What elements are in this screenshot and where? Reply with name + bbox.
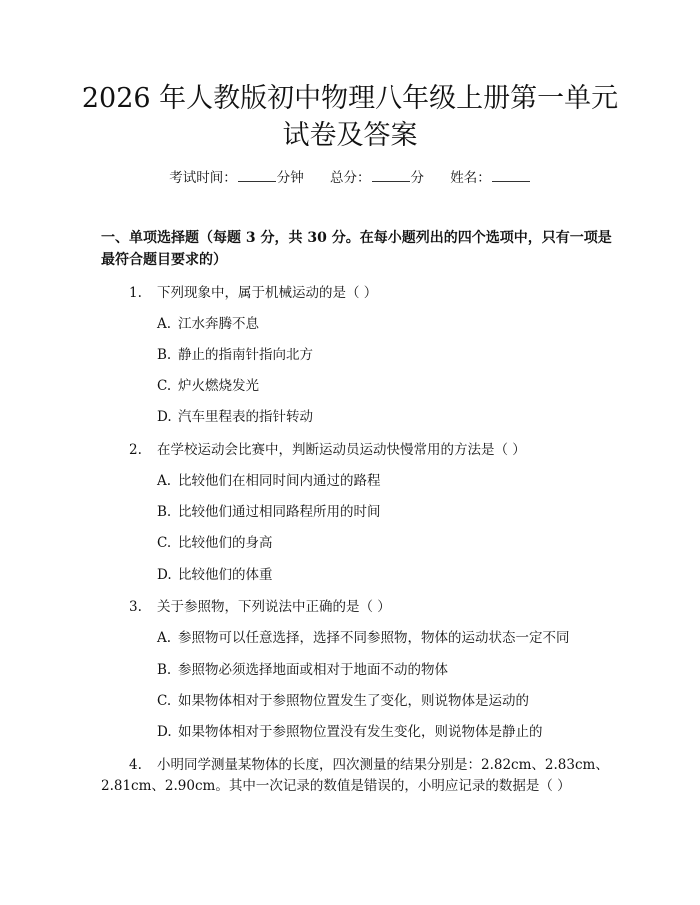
- exam-title-line2: 试卷及答案: [282, 120, 418, 151]
- option-text: 比较他们的身高: [178, 535, 273, 551]
- exam-title-line1: 2026 年人教版初中物理八年级上册第一单元: [81, 83, 619, 114]
- option-letter: B.: [157, 347, 172, 363]
- question-number: 4.: [129, 757, 142, 773]
- option-letter: C.: [157, 693, 172, 709]
- option-letter: C.: [157, 378, 172, 394]
- option-letter: A.: [157, 316, 172, 332]
- student-name-field: [450, 170, 531, 186]
- question-2-option-c: [157, 533, 273, 553]
- total-score-blank: [372, 168, 410, 182]
- question-1-option-b: [157, 345, 313, 365]
- option-text: 如果物体相对于参照物位置没有发生变化，则说物体是静止的: [178, 724, 543, 740]
- student-name-label: 姓名：: [450, 170, 491, 186]
- question-2-option-a: [157, 471, 381, 491]
- option-letter: C.: [157, 535, 172, 551]
- total-score-field: [330, 170, 428, 186]
- question-text: 在学校运动会比赛中，判断运动员运动快慢常用的方法是（ ）: [157, 442, 526, 458]
- exam-time-label: 考试时间：: [169, 170, 237, 186]
- total-score-unit: 分: [410, 170, 424, 186]
- exam-time-field: [169, 170, 308, 186]
- student-name-blank: [492, 168, 530, 182]
- option-text: 比较他们的体重: [178, 567, 273, 583]
- question-number: 2.: [129, 442, 142, 458]
- question-1-option-c: [157, 376, 259, 396]
- option-text: 比较他们通过相同路程所用的时间: [178, 504, 381, 520]
- option-letter: D.: [157, 567, 172, 583]
- exam-info-row: [0, 168, 700, 188]
- question-number: 1.: [129, 285, 142, 301]
- question-3: [129, 597, 391, 617]
- question-4: [129, 755, 609, 775]
- option-letter: B.: [157, 504, 172, 520]
- question-2: [129, 440, 526, 460]
- question-2-option-b: [157, 502, 381, 522]
- option-letter: B.: [157, 662, 172, 678]
- option-letter: A.: [157, 473, 172, 489]
- question-1-option-d: [157, 407, 313, 427]
- option-text: 比较他们在相同时间内通过的路程: [178, 473, 381, 489]
- section-heading-line2: 最符合题目要求的）: [101, 252, 227, 268]
- question-text: 小明同学测量某物体的长度，四次测量的结果分别是：2.82cm、2.83cm、: [157, 757, 609, 773]
- question-1-option-a: [157, 314, 259, 334]
- option-text: 江水奔腾不息: [178, 316, 259, 332]
- question-3-option-d: [157, 722, 543, 742]
- option-text: 汽车里程表的指针转动: [178, 409, 313, 425]
- option-text: 参照物可以任意选择，选择不同参照物，物体的运动状态一定不同: [178, 630, 570, 646]
- option-text: 如果物体相对于参照物位置发生了变化，则说物体是运动的: [178, 693, 529, 709]
- question-text: 关于参照物，下列说法中正确的是（ ）: [157, 599, 391, 615]
- question-1: [129, 283, 377, 303]
- question-4-text-line2: 2.81cm、2.90cm。其中一次记录的数值是错误的，小明应记录的数据是（ ）: [101, 778, 571, 794]
- question-text: 下列现象中，属于机械运动的是（ ）: [157, 285, 378, 301]
- question-3-option-c: [157, 691, 529, 711]
- question-number: 3.: [129, 599, 142, 615]
- question-3-option-b: [157, 660, 448, 680]
- option-letter: D.: [157, 409, 172, 425]
- option-text: 炉火燃烧发光: [178, 378, 259, 394]
- exam-time-blank: [238, 168, 276, 182]
- question-2-option-d: [157, 565, 273, 585]
- exam-time-unit: 分钟: [276, 170, 304, 186]
- option-letter: D.: [157, 724, 172, 740]
- question-3-option-a: [157, 628, 570, 648]
- option-letter: A.: [157, 630, 172, 646]
- total-score-label: 总分：: [330, 170, 371, 186]
- section-heading-line1: 一、单项选择题（每题 3 分，共 30 分。在每小题列出的四个选项中，只有一项是: [101, 230, 612, 246]
- option-text: 参照物必须选择地面或相对于地面不动的物体: [178, 662, 448, 678]
- option-text: 静止的指南针指向北方: [178, 347, 313, 363]
